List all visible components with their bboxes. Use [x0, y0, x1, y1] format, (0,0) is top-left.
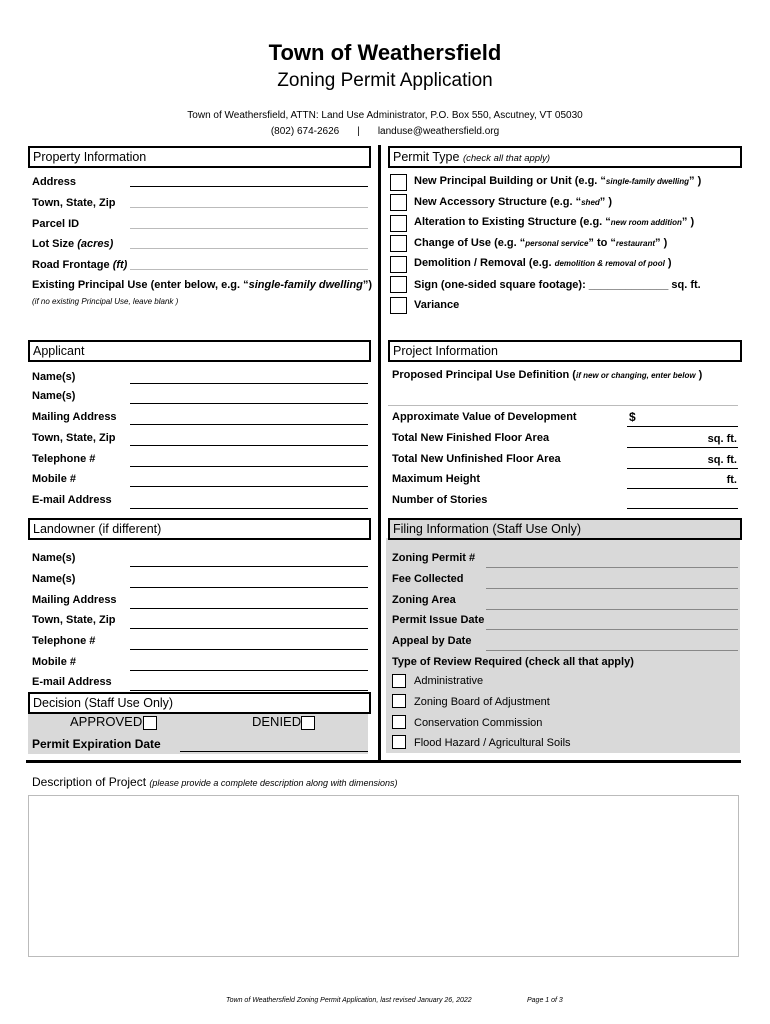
revision-note: Town of Weathersfield Zoning Permit Application, last revised January 26, 2022 [226, 997, 472, 1004]
review-zoning-board: Zoning Board of Adjustment [414, 696, 550, 708]
checkbox-approved[interactable] [143, 716, 157, 730]
unfinished-unit: sq. ft. [707, 454, 737, 466]
finished-area-label: Total New Finished Floor Area [392, 432, 550, 444]
unfinished-area-label: Total New Unfinished Floor Area [392, 453, 561, 465]
landowner-name1-label: Name(s) [32, 552, 76, 564]
proposed-use-field[interactable] [388, 405, 738, 406]
review-conservation: Conservation Commission [414, 717, 543, 729]
permit-type-accessory: New Accessory Structure (e.g. “shed” ) [414, 196, 613, 208]
filing-information-heading: Filing Information (Staff Use Only) [388, 518, 742, 540]
landowner-telephone-field[interactable] [130, 649, 368, 650]
description-label: Description of Project (please provide a complete description along with dimensions) [32, 775, 398, 789]
applicant-telephone-field[interactable] [130, 466, 368, 467]
checkbox-sign[interactable] [390, 276, 407, 293]
column-divider [378, 145, 381, 762]
zoning-area-label: Zoning Area [392, 594, 456, 606]
landowner-mailing-field[interactable] [130, 608, 368, 609]
permit-type-new-principal: New Principal Building or Unit (e.g. “single-family dwelling” ) [414, 175, 702, 187]
value-field[interactable] [627, 426, 738, 427]
email-address: landuse@weathersfield.org [377, 126, 500, 137]
road-frontage-field[interactable] [130, 269, 368, 270]
town-state-zip-label: Town, State, Zip [32, 197, 116, 209]
applicant-name2-label: Name(s) [32, 390, 76, 402]
applicant-mobile-label: Mobile # [32, 473, 77, 485]
permit-type-heading: Permit Type (check all that apply) [388, 146, 742, 168]
applicant-mobile-field[interactable] [130, 486, 368, 487]
landowner-name2-label: Name(s) [32, 573, 76, 585]
lot-size-field[interactable] [130, 248, 368, 249]
road-frontage-label: Road Frontage (ft) [32, 259, 128, 271]
landowner-town-label: Town, State, Zip [32, 614, 116, 626]
landowner-name2-field[interactable] [130, 587, 368, 588]
separator: | [357, 126, 360, 137]
applicant-mailing-field[interactable] [130, 424, 368, 425]
permit-type-variance: Variance [414, 299, 460, 311]
landowner-telephone-label: Telephone # [32, 635, 96, 647]
permit-type-change-of-use: Change of Use (e.g. “personal service” to “restaurant” ) [414, 237, 668, 249]
contact-line [0, 126, 770, 137]
description-textarea[interactable] [28, 795, 739, 957]
landowner-email-label: E-mail Address [32, 676, 112, 688]
issue-date-field[interactable] [486, 629, 738, 630]
height-unit: ft. [726, 474, 737, 486]
appeal-date-field[interactable] [486, 650, 738, 651]
checkbox-zoning-board[interactable] [392, 694, 406, 708]
approved-label: APPROVED [70, 714, 143, 729]
fee-collected-label: Fee Collected [392, 573, 464, 585]
lot-size-label: Lot Size (acres) [32, 238, 114, 250]
checkbox-change-of-use[interactable] [390, 235, 407, 252]
landowner-mobile-field[interactable] [130, 670, 368, 671]
finished-unit: sq. ft. [707, 433, 737, 445]
section-divider [26, 760, 741, 763]
mailing-address: Town of Weathersfield, ATTN: Land Use Administrator, P.O. Box 550, Ascutney, VT 05030 [187, 110, 583, 121]
page-number: Page 1 of 3 [527, 997, 563, 1004]
checkbox-variance[interactable] [390, 297, 407, 314]
stories-field[interactable] [627, 508, 738, 509]
landowner-mailing-label: Mailing Address [32, 594, 117, 606]
applicant-telephone-label: Telephone # [32, 453, 96, 465]
finished-area-field[interactable] [627, 447, 738, 448]
zoning-permit-field[interactable] [486, 567, 738, 568]
address-field[interactable] [130, 186, 368, 187]
review-type-label: Type of Review Required (check all that apply) [392, 656, 634, 668]
town-state-zip-field[interactable] [130, 207, 368, 208]
dollar-sign: $ [629, 410, 636, 424]
phone-number: (802) 674-2626 [270, 126, 340, 137]
denied-label: DENIED [252, 714, 302, 729]
appeal-date-label: Appeal by Date [392, 635, 472, 647]
review-administrative: Administrative [414, 675, 484, 687]
max-height-label: Maximum Height [392, 473, 481, 485]
checkbox-new-principal-building[interactable] [390, 174, 407, 191]
expiration-date-field[interactable] [180, 751, 368, 752]
proposed-use-label: Proposed Principal Use Definition (if new or changing, enter below ) [392, 369, 703, 381]
applicant-heading: Applicant [28, 340, 371, 362]
value-label: Approximate Value of Development [392, 411, 577, 423]
checkbox-demolition[interactable] [390, 256, 407, 273]
project-information-heading: Project Information [388, 340, 742, 362]
max-height-field[interactable] [627, 488, 738, 489]
permit-type-alteration: Alteration to Existing Structure (e.g. “new room addition” ) [414, 216, 695, 228]
landowner-heading: Landowner (if different) [28, 518, 371, 540]
decision-heading: Decision (Staff Use Only) [28, 692, 371, 714]
checkbox-new-accessory-structure[interactable] [390, 194, 407, 211]
landowner-town-field[interactable] [130, 628, 368, 629]
checkbox-conservation[interactable] [392, 715, 406, 729]
applicant-name1-field[interactable] [130, 383, 368, 384]
landowner-email-field[interactable] [130, 690, 368, 691]
issue-date-label: Permit Issue Date [392, 614, 485, 626]
existing-use-label: Existing Principal Use (enter below, e.g. “single-family dwelling”) [32, 279, 373, 291]
applicant-email-label: E-mail Address [32, 494, 112, 506]
checkbox-alteration[interactable] [390, 215, 407, 232]
parcel-id-label: Parcel ID [32, 218, 80, 230]
expiration-date-label: Permit Expiration Date [32, 737, 161, 751]
page-title: Town of Weathersfield [268, 40, 502, 65]
checkbox-flood-hazard[interactable] [392, 735, 406, 749]
zoning-permit-label: Zoning Permit # [392, 552, 476, 564]
zoning-area-field[interactable] [486, 609, 738, 610]
checkbox-denied[interactable] [301, 716, 315, 730]
property-information-heading: Property Information [28, 146, 371, 168]
landowner-mobile-label: Mobile # [32, 656, 77, 668]
applicant-town-field[interactable] [130, 445, 368, 446]
address-label: Address [32, 176, 77, 188]
stories-label: Number of Stories [392, 494, 488, 506]
applicant-town-label: Town, State, Zip [32, 432, 116, 444]
applicant-name1-label: Name(s) [32, 371, 76, 383]
existing-use-note: (if no existing Principal Use, leave blank ) [32, 297, 179, 306]
review-flood-hazard: Flood Hazard / Agricultural Soils [414, 737, 571, 749]
page-subtitle: Zoning Permit Application [277, 70, 493, 91]
permit-type-sign: Sign (one-sided square footage): _____________ sq. ft. [414, 279, 701, 291]
checkbox-administrative[interactable] [392, 674, 406, 688]
permit-type-demolition: Demolition / Removal (e.g. demolition & removal of pool ) [414, 257, 672, 269]
fee-collected-field[interactable] [486, 588, 738, 589]
applicant-mailing-label: Mailing Address [32, 411, 117, 423]
applicant-name2-field[interactable] [130, 403, 368, 404]
landowner-name1-field[interactable] [130, 566, 368, 567]
parcel-id-field[interactable] [130, 228, 368, 229]
unfinished-area-field[interactable] [627, 468, 738, 469]
applicant-email-field[interactable] [130, 508, 368, 509]
